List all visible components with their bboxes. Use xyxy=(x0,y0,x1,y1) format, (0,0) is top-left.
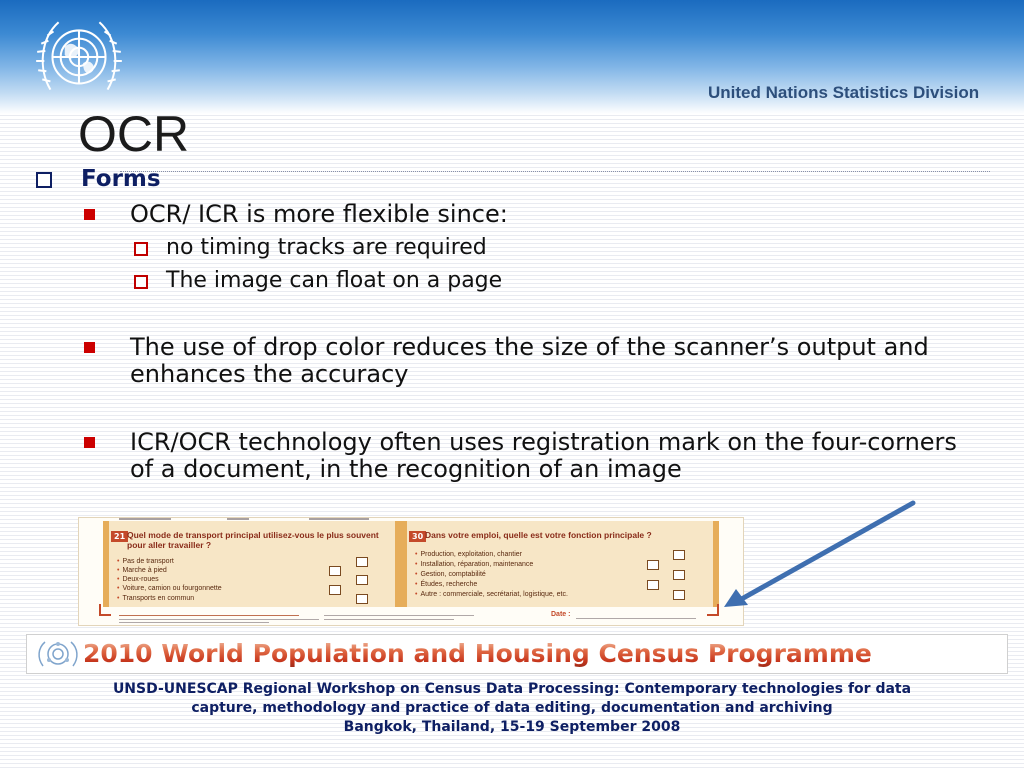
scanned-form-image xyxy=(78,517,744,626)
form-option: • Pas de transport xyxy=(117,558,174,565)
sub-bullet-text: no timing tracks are required xyxy=(166,235,487,260)
slide-title: OCR xyxy=(78,106,190,162)
form-checkbox xyxy=(647,580,659,590)
red-square-bullet-icon xyxy=(84,437,95,448)
form-option: • Deux-roues xyxy=(117,576,159,583)
form-option: • Autre : commerciale, secrétariat, logistique, etc. xyxy=(415,591,568,598)
form-checkbox xyxy=(673,570,685,580)
registration-mark-icon xyxy=(99,604,111,616)
blue-arrow-icon xyxy=(718,497,922,610)
bullet-text: OCR/ ICR is more flexible since: xyxy=(130,200,508,228)
form-checkbox xyxy=(329,585,341,595)
red-square-bullet-icon xyxy=(84,342,95,353)
footer-line-1: UNSD-UNESCAP Regional Workshop on Census Data Processing: Contemporary technologies for data xyxy=(112,681,912,697)
bullet-text: ICR/OCR technology often uses registration mark on the four-corners of a document, in the recognition of an image xyxy=(130,428,957,483)
form-checkbox xyxy=(673,590,685,600)
form-date-label: Date : xyxy=(551,611,571,618)
form-option: • Marche à pied xyxy=(117,567,167,574)
question-number: 21 xyxy=(111,531,128,542)
footer-line-2: capture, methodology and practice of data editing, documentation and archiving xyxy=(191,700,833,716)
question-number: 30 xyxy=(409,531,426,542)
question-text: Dans votre emploi, quelle est votre fonction principale ? xyxy=(425,530,652,540)
form-question-30 xyxy=(401,521,719,607)
form-fine-print xyxy=(119,619,319,620)
form-option: • Gestion, comptabilité xyxy=(415,571,486,578)
footer-line-3: Bangkok, Thailand, 15-19 September 2008 xyxy=(343,719,681,735)
form-date-line xyxy=(576,618,696,619)
header-bar xyxy=(0,0,1024,114)
form-checkbox xyxy=(356,575,368,585)
form-option: • Installation, réparation, maintenance xyxy=(415,561,533,568)
census-programme-banner xyxy=(26,634,1008,674)
question-text: Quel mode de transport principal utilisez-vous le plus souvent pour aller travailler ? xyxy=(127,530,379,550)
form-checkbox xyxy=(647,560,659,570)
form-fine-print xyxy=(119,622,269,623)
form-question-21 xyxy=(103,521,401,607)
footer-credits xyxy=(0,680,1024,737)
form-option: • Études, recherche xyxy=(415,581,477,588)
form-fine-print xyxy=(324,619,454,620)
banner-title: 2010 World Population and Housing Census Programme xyxy=(83,639,1003,668)
sub-bullet-text: The image can float on a page xyxy=(166,268,503,293)
bullet-text: The use of drop color reduces the size of the scanner’s output and enhances the accuracy xyxy=(130,333,929,388)
census-logo-icon xyxy=(35,638,81,670)
form-option: • Voiture, camion ou fourgonnette xyxy=(117,585,222,592)
form-checkbox xyxy=(356,557,368,567)
level1-label: Forms xyxy=(81,166,161,192)
hollow-square-bullet-icon xyxy=(134,242,148,256)
form-fine-print xyxy=(324,615,474,616)
red-square-bullet-icon xyxy=(84,209,95,220)
form-option: • Transports en commun xyxy=(117,595,194,602)
form-checkbox xyxy=(329,566,341,576)
hollow-square-bullet-icon xyxy=(134,275,148,289)
form-checkbox xyxy=(356,594,368,604)
hollow-square-bullet-icon xyxy=(36,172,52,188)
division-name: United Nations Statistics Division xyxy=(708,83,980,102)
un-emblem-icon xyxy=(28,8,130,110)
form-checkbox xyxy=(673,550,685,560)
form-option: • Production, exploitation, chantier xyxy=(415,551,522,558)
form-fine-print xyxy=(119,615,299,616)
title-rule xyxy=(120,171,990,172)
